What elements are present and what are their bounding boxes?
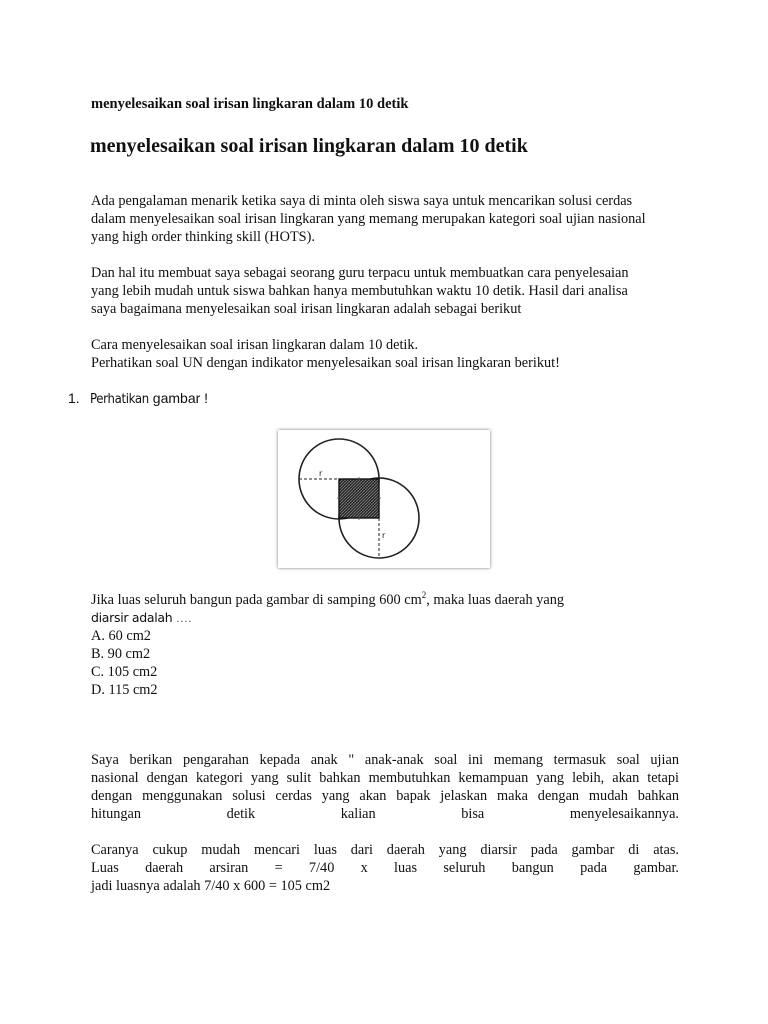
intro-p2-line-1: Dan hal itu membuat saya sebagai seorang guru terpacu untuk membuatkan cara penyelesaian	[91, 265, 629, 281]
intro-p1-line-1: Ada pengalaman menarik ketika saya di minta oleh siswa saya untuk mencarikan solusi cerdas	[91, 193, 633, 209]
radius-label-bottom: r	[382, 531, 386, 540]
explanation-p2-line-1: Caranya cukup mudah mencari luas dari daerah yang diarsir pada gambar di atas.	[91, 842, 679, 858]
explanation-p1-line-4: hitungan detik kalian bisa menyelesaikannya.	[91, 806, 679, 822]
circles-figure-svg	[278, 430, 490, 568]
intro-p2-line-3: saya bagaimana menyelesaikan soal irisan lingkaran adalah sebagai berikut	[91, 301, 522, 317]
explanation-p1-line-1: Saya berikan pengarahan kepada anak " anak-anak soal ini memang termasuk soal ujian	[91, 752, 679, 768]
intro-p1-line-2: dalam menyelesaikan soal irisan lingkaran yang memang merupakan kategori soal ujian nasional	[91, 211, 646, 227]
option-d: D. 115 cm2	[91, 682, 158, 698]
explanation-p1-line-3: dengan menggunakan solusi cerdas yang akan bapak jelaskan maka dengan mudah bahkan	[91, 788, 679, 804]
intro-p3-line-2: Perhatikan soal UN dengan indikator menyelesaikan soal irisan lingkaran berikut!	[91, 355, 560, 371]
option-c: C. 105 cm2	[91, 664, 158, 680]
question-text-diarsir: diarsir adalah	[91, 610, 173, 625]
question-text-dots: ....	[172, 611, 193, 625]
explanation-p2-line-2: Luas daerah arsiran = 7/40 x luas seluruh bangun pada gambar.	[91, 860, 679, 876]
explanation-p2-line-3: jadi luasnya adalah 7/40 x 600 = 105 cm2	[91, 878, 331, 894]
question-text-part-a: Jika luas seluruh bangun pada gambar di samping 600 cm	[91, 592, 422, 608]
option-a: A. 60 cm2	[91, 628, 151, 644]
question-instruction-word: Perhatikan	[90, 392, 149, 407]
question-text-superscript: 2	[421, 590, 427, 600]
question-text-part-b: , maka luas daerah yang	[426, 592, 564, 608]
document-small-title: menyelesaikan soal irisan lingkaran dalam 10 detik	[91, 96, 409, 112]
document-main-title: menyelesaikan soal irisan lingkaran dalam 10 detik	[90, 135, 528, 157]
question-text-line-2	[91, 609, 679, 627]
question-text-line-1	[91, 591, 679, 609]
intro-p2-line-2: yang lebih mudah untuk siswa bahkan hanya membutuhkan waktu 10 detik. Hasil dari analisa	[91, 283, 628, 299]
shaded-square	[339, 479, 379, 518]
question-instruction-rest: gambar !	[148, 390, 209, 406]
question-number: 1.	[68, 390, 80, 406]
question-instruction	[90, 389, 208, 409]
option-b: B. 90 cm2	[91, 646, 151, 662]
radius-label-top: r	[319, 469, 323, 478]
intro-p3-line-1: Cara menyelesaikan soal irisan lingkaran dalam 10 detik.	[91, 337, 419, 353]
explanation-p1-line-2: nasional dengan kategori yang sulit bahkan membutuhkan kemampuan yang lebih, akan tetapi	[91, 770, 679, 786]
intro-p1-line-3: yang high order thinking skill (HOTS).	[91, 229, 315, 245]
circles-figure	[278, 430, 490, 568]
